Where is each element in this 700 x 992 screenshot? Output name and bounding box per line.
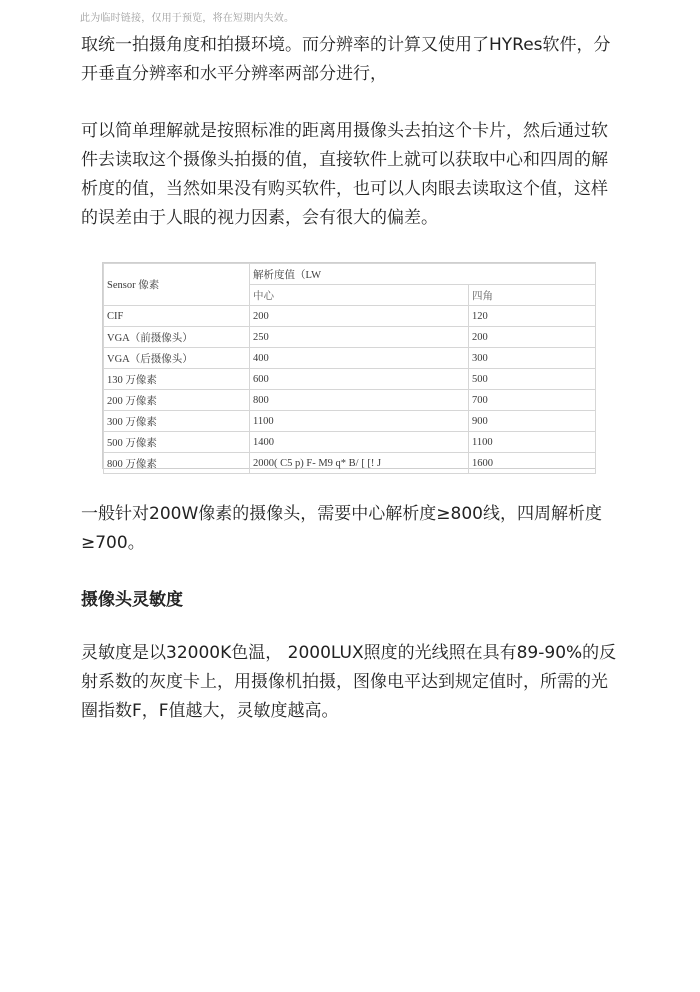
cell-corner: 700 <box>469 390 596 411</box>
table-row <box>104 327 596 348</box>
cell-corner: 1600 <box>469 453 596 474</box>
paragraph-reading-explanation: 可以简单理解就是按照标准的距离用摄像头去拍这个卡片，然后通过软件去读取这个摄像头拍摄的值，直接软件上就可以获取中心和四周的解析度的值，当然如果没有购买软件，也可以人肉眼去读取这个值，这样的误差由于人眼的视力因素，会有很大的偏差。 <box>81 121 608 228</box>
header-center: 中心 <box>250 285 469 306</box>
cell-center: 1100 <box>250 411 469 432</box>
cell-center: 800 <box>250 390 469 411</box>
temporary-link-notice: 此为临时链接，仅用于预览，将在短期内失效。 <box>80 13 295 24</box>
cell-center: 200 <box>250 306 469 327</box>
resolution-table-image <box>102 262 596 469</box>
table-row <box>104 348 596 369</box>
paragraph-resolution-method: 取统一拍摄角度和拍摄环境。而分辨率的计算又使用了HYRes软件，分开垂直分辨率和水平分辨率两部分进行， <box>81 35 611 84</box>
cell-sensor: CIF <box>104 306 250 327</box>
header-corner: 四角 <box>469 285 596 306</box>
cell-sensor: 200 万像素 <box>104 390 250 411</box>
cell-corner: 120 <box>469 306 596 327</box>
cell-center: 2000( C5 p) F- M9 q* B/ [ [! J <box>250 453 469 474</box>
header-resolution-value: 解析度值（LW <box>250 264 596 285</box>
cell-center: 400 <box>250 348 469 369</box>
cell-center: 250 <box>250 327 469 348</box>
table-row <box>104 390 596 411</box>
table-row <box>104 453 596 474</box>
cell-sensor: 130 万像素 <box>104 369 250 390</box>
cell-sensor: 500 万像素 <box>104 432 250 453</box>
section-heading-sensitivity: 摄像头灵敏度 <box>81 590 183 610</box>
cell-corner: 500 <box>469 369 596 390</box>
cell-center: 1400 <box>250 432 469 453</box>
paragraph-200w-requirement: 一般针对200W像素的摄像头，需要中心解析度≥800线，四周解析度≥700。 <box>81 504 602 553</box>
paragraph-sensitivity-definition: 灵敏度是以32000K色温， 2000LUX照度的光线照在具有89-90%的反射系数的灰度卡上，用摄像机拍摄，图像电平达到规定值时，所需的光圈指数F，F值越大，灵敏度越高。 <box>81 643 617 721</box>
cell-corner: 900 <box>469 411 596 432</box>
cell-sensor: 800 万像素 <box>104 453 250 474</box>
table-row <box>104 411 596 432</box>
table-row <box>104 306 596 327</box>
header-sensor-pixels: Sensor 像素 <box>104 264 250 306</box>
cell-corner: 200 <box>469 327 596 348</box>
cell-center: 600 <box>250 369 469 390</box>
cell-sensor: VGA（后摄像头） <box>104 348 250 369</box>
table-row <box>104 432 596 453</box>
cell-corner: 300 <box>469 348 596 369</box>
cell-sensor: 300 万像素 <box>104 411 250 432</box>
cell-sensor: VGA（前摄像头） <box>104 327 250 348</box>
resolution-table <box>103 263 596 474</box>
cell-corner: 1100 <box>469 432 596 453</box>
table-row <box>104 369 596 390</box>
table-header-row <box>104 264 596 285</box>
